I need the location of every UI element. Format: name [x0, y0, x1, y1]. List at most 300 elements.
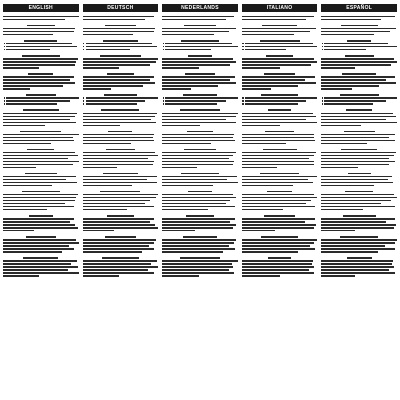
- body-text-line: [242, 197, 317, 198]
- text-section: [242, 130, 318, 145]
- body-text-line: [83, 158, 149, 159]
- body-text-line: [321, 79, 385, 80]
- text-section: [321, 235, 397, 253]
- body-text-line: [245, 49, 286, 50]
- text-section: [162, 109, 238, 127]
- body-text-line: [83, 179, 147, 180]
- section-heading: [263, 149, 297, 151]
- body-text-line: [162, 152, 235, 153]
- section-heading: [22, 55, 61, 57]
- body-text-line: [321, 113, 393, 114]
- body-text-line: [324, 103, 372, 104]
- body-text-line: [162, 224, 235, 225]
- body-text-line: [242, 245, 310, 246]
- body-text-line: [3, 251, 62, 252]
- body-text-line: [6, 49, 50, 50]
- body-text-line: [242, 82, 316, 83]
- section-heading: [265, 131, 294, 133]
- body-text-line: [3, 194, 78, 195]
- section-heading: [268, 257, 291, 259]
- body-text-line: [162, 266, 233, 267]
- text-section: [83, 190, 159, 211]
- body-text-line: [162, 248, 235, 249]
- body-text-line: [321, 260, 393, 261]
- body-text-line: [242, 58, 314, 59]
- body-text-line: [242, 272, 315, 273]
- body-text-line: [242, 28, 316, 29]
- body-text-line: [321, 67, 354, 68]
- section-heading: [23, 257, 58, 259]
- body-text-line: [165, 46, 238, 47]
- text-section: [83, 15, 159, 21]
- body-text-line: [3, 140, 74, 141]
- section-heading: [27, 25, 55, 27]
- body-text-line: [162, 116, 235, 117]
- body-text-line: [83, 16, 154, 17]
- section-heading: [25, 173, 58, 175]
- body-text-line: [83, 143, 131, 144]
- column-body: [321, 15, 397, 277]
- body-text-line: [162, 58, 233, 59]
- section-heading: [345, 55, 374, 57]
- body-text-line: [83, 227, 159, 228]
- body-text-line: [321, 230, 355, 231]
- body-text-line: [162, 179, 227, 180]
- body-text-line: [83, 67, 119, 68]
- text-section: [321, 190, 397, 211]
- section-heading: [188, 55, 212, 57]
- section-heading: [341, 25, 378, 27]
- body-text-line: [321, 134, 394, 135]
- body-text-line: [242, 203, 306, 204]
- body-text-line: [162, 155, 233, 156]
- body-text-line: [324, 46, 397, 47]
- body-text-line: [162, 185, 213, 186]
- body-text-line: [83, 251, 143, 252]
- body-text-line: [321, 116, 396, 117]
- body-text-line: [162, 76, 235, 77]
- body-text-line: [83, 230, 115, 231]
- body-text-line: [83, 88, 111, 89]
- section-heading: [183, 94, 218, 96]
- text-section: [3, 39, 79, 51]
- body-text-line: [83, 64, 150, 65]
- body-text-line: [3, 167, 36, 168]
- body-text-line: [162, 19, 225, 20]
- body-text-line: [3, 161, 79, 162]
- text-section: [83, 172, 159, 187]
- body-text-line: [321, 194, 394, 195]
- section-heading: [180, 257, 219, 259]
- body-text-line: [321, 58, 394, 59]
- body-text-line: [162, 251, 222, 252]
- body-text-line: [245, 100, 306, 101]
- section-heading: [340, 94, 379, 96]
- body-text-line: [3, 248, 74, 249]
- body-text-line: [83, 122, 156, 123]
- body-text-line: [83, 245, 150, 246]
- body-text-line: [3, 197, 76, 198]
- body-text-line: [162, 272, 234, 273]
- text-section: [162, 93, 238, 105]
- body-text-line: [83, 137, 153, 138]
- body-text-line: [3, 79, 70, 80]
- body-text-line: [321, 218, 395, 219]
- body-text-line: [83, 161, 154, 162]
- body-text-line: [3, 143, 51, 144]
- body-text-line: [3, 275, 39, 276]
- body-text-line: [242, 122, 317, 123]
- section-heading: [187, 131, 213, 133]
- body-text-line: [242, 182, 313, 183]
- column-deutsch: [83, 4, 159, 400]
- body-text-line: [321, 155, 394, 156]
- body-text-line: [3, 125, 45, 126]
- text-section: [3, 130, 79, 145]
- body-text-line: [321, 269, 389, 270]
- body-text-line: [83, 239, 156, 240]
- body-text-line: [3, 28, 75, 29]
- body-text-line: [324, 100, 386, 101]
- body-text-line: [83, 260, 158, 261]
- body-text-line: [83, 194, 159, 195]
- section-heading: [341, 149, 377, 151]
- body-text-line: [242, 161, 315, 162]
- body-text-line: [321, 85, 378, 86]
- text-section: [3, 148, 79, 169]
- section-heading: [264, 73, 296, 75]
- section-heading: [104, 94, 137, 96]
- body-text-line: [3, 266, 78, 267]
- section-heading: [342, 73, 376, 75]
- body-text-line: [162, 230, 195, 231]
- text-section: [321, 93, 397, 105]
- body-text-line: [245, 103, 298, 104]
- body-text-line: [3, 272, 79, 273]
- body-text-line: [162, 79, 230, 80]
- body-text-line: [321, 125, 360, 126]
- body-text-line: [321, 143, 366, 144]
- body-text-line: [321, 245, 384, 246]
- text-section: [162, 39, 238, 51]
- body-text-line: [83, 206, 155, 207]
- text-section: [83, 39, 159, 51]
- body-text-line: [3, 239, 76, 240]
- body-text-line: [321, 227, 394, 228]
- text-section: [242, 148, 318, 169]
- body-text-line: [242, 263, 312, 264]
- section-heading: [188, 191, 211, 193]
- body-text-line: [242, 218, 315, 219]
- body-text-line: [3, 76, 74, 77]
- text-section: [242, 172, 318, 187]
- body-text-line: [321, 203, 381, 204]
- body-text-line: [321, 167, 357, 168]
- body-text-line: [321, 209, 363, 210]
- body-text-line: [242, 206, 315, 207]
- body-text-line: [321, 272, 394, 273]
- body-text-line: [83, 61, 156, 62]
- body-text-line: [83, 209, 128, 210]
- body-text-line: [3, 61, 76, 62]
- text-section: [83, 148, 159, 169]
- body-text-line: [321, 164, 388, 165]
- body-text-line: [242, 134, 315, 135]
- body-text-line: [162, 206, 235, 207]
- body-text-line: [83, 134, 154, 135]
- body-text-line: [242, 119, 306, 120]
- text-section: [321, 54, 397, 69]
- body-text-line: [83, 272, 154, 273]
- body-text-line: [6, 97, 79, 98]
- body-text-line: [242, 155, 314, 156]
- body-text-line: [86, 97, 159, 98]
- body-text-line: [242, 116, 316, 117]
- text-section: [321, 24, 397, 36]
- column-english: [3, 4, 79, 400]
- section-heading: [20, 131, 61, 133]
- section-heading: [340, 236, 379, 238]
- body-text-line: [162, 197, 236, 198]
- text-section: [162, 54, 238, 69]
- body-text-line: [242, 76, 315, 77]
- body-text-line: [242, 158, 309, 159]
- column-body: [162, 15, 238, 277]
- section-heading: [266, 55, 292, 57]
- text-section: [321, 148, 397, 169]
- section-heading: [29, 215, 53, 217]
- body-text-line: [242, 230, 275, 231]
- body-text-line: [3, 176, 76, 177]
- body-text-line: [162, 67, 199, 68]
- body-text-line: [3, 242, 79, 243]
- body-text-line: [3, 82, 75, 83]
- body-text-line: [162, 200, 230, 201]
- body-text-line: [162, 182, 238, 183]
- text-section: [162, 130, 238, 145]
- section-heading: [186, 215, 215, 217]
- body-text-line: [242, 209, 283, 210]
- body-text-line: [321, 82, 396, 83]
- body-text-line: [3, 158, 68, 159]
- body-text-line: [86, 49, 131, 50]
- section-heading: [28, 73, 53, 75]
- body-text-line: [242, 152, 316, 153]
- body-text-line: [83, 185, 133, 186]
- section-heading: [184, 149, 216, 151]
- body-text-line: [83, 221, 150, 222]
- body-text-line: [245, 97, 318, 98]
- body-text-line: [321, 263, 392, 264]
- text-section: [242, 109, 318, 127]
- body-text-line: [3, 34, 53, 35]
- body-text-line: [86, 46, 158, 47]
- language-header: NEDERLANDS: [162, 4, 238, 12]
- body-text-line: [321, 185, 373, 186]
- column-body: [242, 15, 318, 277]
- body-text-line: [162, 119, 225, 120]
- body-text-line: [242, 143, 287, 144]
- text-section: [321, 39, 397, 51]
- body-text-line: [242, 34, 294, 35]
- body-text-line: [83, 28, 156, 29]
- body-text-line: [162, 125, 200, 126]
- text-section: [321, 15, 397, 21]
- body-text-line: [6, 46, 77, 47]
- body-text-line: [321, 122, 397, 123]
- language-header: ESPAÑOL: [321, 4, 397, 12]
- body-text-line: [162, 161, 234, 162]
- body-text-line: [3, 16, 79, 17]
- body-text-line: [83, 182, 158, 183]
- body-text-line: [86, 43, 153, 44]
- body-text-line: [3, 260, 77, 261]
- body-text-line: [3, 203, 65, 204]
- section-heading: [105, 25, 135, 27]
- body-text-line: [321, 88, 351, 89]
- body-text-line: [3, 182, 77, 183]
- text-section: [242, 54, 318, 69]
- body-text-line: [3, 58, 78, 59]
- body-text-line: [3, 185, 52, 186]
- body-text-line: [162, 31, 229, 32]
- section-heading: [184, 25, 217, 27]
- body-text-line: [162, 263, 232, 264]
- body-text-line: [3, 64, 75, 65]
- section-heading: [108, 131, 132, 133]
- body-text-line: [162, 227, 233, 228]
- body-text-line: [3, 134, 79, 135]
- text-section: [3, 235, 79, 253]
- body-text-line: [242, 221, 305, 222]
- body-text-line: [242, 137, 314, 138]
- body-text-line: [3, 152, 75, 153]
- section-heading: [260, 173, 299, 175]
- body-text-line: [3, 116, 75, 117]
- body-text-line: [245, 43, 313, 44]
- section-heading: [26, 94, 56, 96]
- body-text-line: [3, 19, 65, 20]
- body-text-line: [321, 152, 396, 153]
- body-text-line: [321, 119, 386, 120]
- body-text-line: [242, 67, 280, 68]
- body-text-line: [324, 97, 397, 98]
- text-section: [242, 214, 318, 232]
- body-text-line: [83, 164, 153, 165]
- text-section: [3, 24, 79, 36]
- body-text-line: [242, 167, 278, 168]
- body-text-line: [83, 113, 158, 114]
- section-heading: [185, 73, 214, 75]
- body-text-line: [242, 227, 314, 228]
- body-text-line: [83, 82, 156, 83]
- section-heading: [27, 149, 54, 151]
- body-text-line: [321, 19, 381, 20]
- body-text-line: [242, 79, 305, 80]
- body-text-line: [242, 125, 281, 126]
- text-section: [3, 93, 79, 105]
- text-section: [162, 148, 238, 169]
- body-text-line: [242, 176, 318, 177]
- column-body: [3, 15, 79, 277]
- body-text-line: [162, 218, 235, 219]
- text-section: [242, 24, 318, 36]
- body-text-line: [242, 61, 317, 62]
- body-text-line: [242, 242, 315, 243]
- body-text-line: [321, 137, 388, 138]
- section-heading: [264, 215, 295, 217]
- body-text-line: [321, 239, 397, 240]
- body-text-line: [162, 239, 236, 240]
- body-text-line: [321, 64, 391, 65]
- body-text-line: [162, 143, 211, 144]
- body-text-line: [321, 16, 394, 17]
- body-text-line: [324, 49, 366, 50]
- section-heading: [100, 55, 141, 57]
- section-heading: [345, 191, 373, 193]
- body-text-line: [321, 221, 385, 222]
- body-text-line: [83, 248, 155, 249]
- body-text-line: [321, 76, 395, 77]
- body-text-line: [3, 200, 75, 201]
- section-heading: [348, 173, 371, 175]
- body-text-line: [242, 200, 311, 201]
- body-text-line: [3, 137, 73, 138]
- language-header: ITALIANO: [242, 4, 318, 12]
- body-text-line: [242, 85, 299, 86]
- section-heading: [180, 109, 220, 111]
- body-text-line: [83, 224, 156, 225]
- section-heading: [183, 236, 217, 238]
- text-section: [321, 256, 397, 277]
- body-text-line: [162, 275, 199, 276]
- body-text-line: [86, 100, 146, 101]
- body-text-line: [162, 16, 234, 17]
- text-section: [162, 235, 238, 253]
- body-text-line: [3, 230, 34, 231]
- section-heading: [262, 25, 297, 27]
- section-heading: [103, 40, 139, 42]
- body-text-line: [3, 221, 70, 222]
- body-text-line: [3, 85, 63, 86]
- body-text-line: [165, 100, 225, 101]
- body-text-line: [162, 28, 235, 29]
- body-text-line: [83, 125, 120, 126]
- text-section: [242, 235, 318, 253]
- body-text-line: [242, 185, 293, 186]
- body-text-line: [83, 85, 143, 86]
- body-text-line: [242, 248, 315, 249]
- section-heading: [100, 191, 140, 193]
- text-section: [162, 172, 238, 187]
- text-section: [83, 235, 159, 253]
- language-header: ENGLISH: [3, 4, 79, 12]
- body-text-line: [242, 275, 280, 276]
- body-text-line: [3, 113, 77, 114]
- body-text-line: [83, 76, 155, 77]
- body-text-line: [83, 79, 150, 80]
- body-text-line: [162, 113, 238, 114]
- body-text-line: [162, 221, 230, 222]
- body-text-line: [83, 58, 159, 59]
- text-section: [321, 109, 397, 127]
- body-text-line: [162, 167, 197, 168]
- body-text-line: [3, 218, 74, 219]
- text-section: [83, 109, 159, 127]
- section-heading: [343, 215, 376, 217]
- body-text-line: [83, 155, 159, 156]
- body-text-line: [165, 103, 217, 104]
